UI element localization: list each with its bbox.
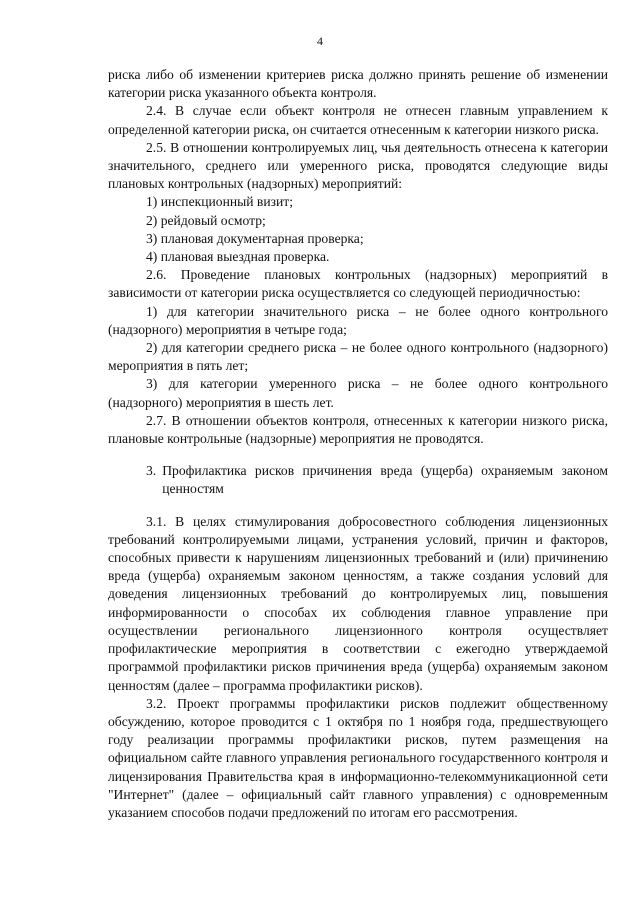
section-title: Профилактика рисков причинения вреда (ущерба) охраняемым законом ценностям (162, 463, 608, 497)
section-number: 3. (146, 463, 157, 479)
document-body (108, 66, 608, 822)
list-item: 1) инспекционный визит; (146, 194, 293, 210)
list-item: 2) рейдовый осмотр; (146, 212, 266, 228)
list-item: 4) плановая выездная проверка. (146, 249, 330, 265)
paragraph-3-1: 3.1. В целях стимулирования добросовестного соблюдения лицензионных требований контролируемыми лицами, устранения условий, причин и факторов, способных привести к нарушениям лицензионных требований и (или) причинению вреда (ущерба) охраняемым законом ценностям, а также создания условий для доведения лицензионных требований до контролируемых лиц, повышения информированности о способах их соблюдения главное управление при осуществлении регионального лицензионного контроля осуществляет профилактические мероприятия в соответствии с ежегодно утверждаемой программой профилактики рисков причинения вреда (ущерба) охраняемым законом ценностям (далее – программа профилактики рисков). (108, 513, 608, 693)
paragraph-continuation: риска либо об изменении критериев риска должно принять решение об изменении категории риска указанного объекта контроля. (108, 67, 608, 101)
paragraph-2-5: 2.5. В отношении контролируемых лиц, чья деятельность отнесена к категории значительного, среднего или умеренного риска, проводятся следующие виды плановых контрольных (надзорных) мероприятий: (108, 139, 608, 192)
list-item: 3) плановая документарная проверка; (146, 230, 364, 246)
paragraph-2-6-1: 1) для категории значительного риска – не более одного контрольного (надзорного) мероприятия в четыре года; (108, 303, 608, 337)
paragraph-2-6: 2.6. Проведение плановых контрольных (надзорных) мероприятий в зависимости от категории риска осуществляется со следующей периодичностью: (108, 267, 608, 301)
paragraph-2-7: 2.7. В отношении объектов контроля, отнесенных к категории низкого риска, плановые контрольные (надзорные) мероприятия не проводятся. (108, 412, 608, 447)
section-heading (108, 462, 608, 498)
page-number: 4 (317, 34, 323, 48)
paragraph-2-6-3: 3) для категории умеренного риска – не более одного контрольного (надзорного) мероприятия в шесть лет. (108, 376, 608, 410)
paragraph-2-4: 2.4. В случае если объект контроля не отнесен главным управлением к определенной категории риска, он считается отнесенным к категории низкого риска. (108, 103, 608, 137)
paragraph-2-6-2: 2) для категории среднего риска – не более одного контрольного (надзорного) мероприятия в пять лет; (108, 340, 608, 374)
paragraph-3-2: 3.2. Проект программы профилактики рисков подлежит общественному обсуждению, которое проводится с 1 октября по 1 ноября года, предшествующего году реализации программы профилактики рисков, путем размещения на официальном сайте главного управления регионального государственного контроля и лицензирования Правительства края в информационно-телекоммуникационной сети "Интернет" (далее – официальный сайт главного управления) с одновременным указанием способов подачи предложений по итогам его рассмотрения. (108, 695, 608, 820)
